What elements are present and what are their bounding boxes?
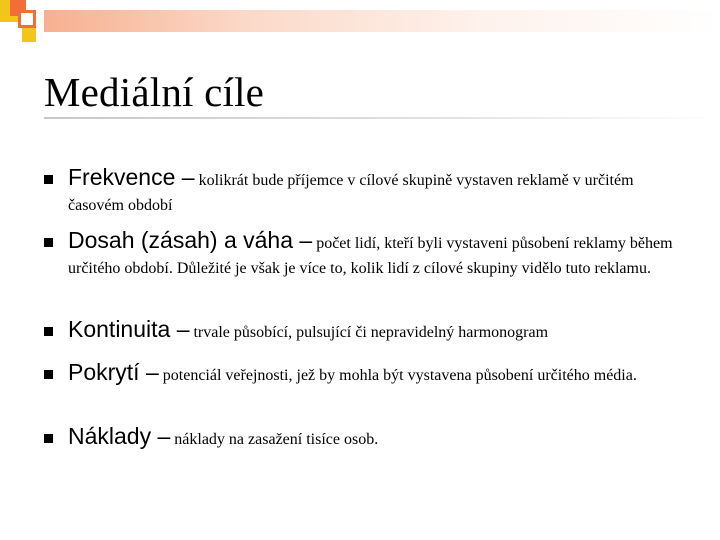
bullet-desc: kolikrát bude příjemce v cílové skupině vystaven reklamě v určitém časovém období [68, 172, 634, 214]
header-decoration [0, 0, 720, 45]
bullet-square-icon [44, 238, 53, 247]
bullet-term: Pokrytí – [68, 359, 159, 385]
bullet-text [68, 317, 693, 345]
bullet-term: Frekvence – [68, 164, 195, 190]
header-gradient-bar [44, 10, 720, 32]
bullet-square-icon [44, 370, 53, 379]
bullet-term: Kontinuita – [68, 316, 190, 342]
bullet-square-icon [44, 175, 53, 184]
bullet-desc: počet lidí, kteří byli vystaveni působení reklamy během určitého období. Důležité je však je více to, kolik lidí z cílové skupiny vidělo tuto reklamu. [68, 235, 673, 277]
bullet-square-icon [44, 434, 53, 443]
decor-square-yellow-small [22, 28, 36, 42]
bullet-square-icon [44, 327, 53, 336]
bullet-text [68, 165, 693, 218]
bullet-desc: náklady na zasažení tisíce osob. [170, 431, 379, 448]
bullet-text [68, 424, 693, 452]
bullet-term: Dosah (zásah) a váha – [68, 227, 313, 253]
slide-title: Mediální cíle [44, 69, 265, 115]
bullet-text [68, 360, 693, 388]
title-divider [44, 117, 720, 119]
bullet-term: Náklady – [68, 423, 171, 449]
bullet-desc: trvale působící, pulsující či nepravidelný harmonogram [189, 324, 549, 341]
bullet-text [68, 228, 693, 281]
decor-square-orange-small [18, 10, 36, 28]
bullet-desc: potenciál veřejnosti, jež by mohla být vystavena působení určitého média. [158, 367, 637, 384]
